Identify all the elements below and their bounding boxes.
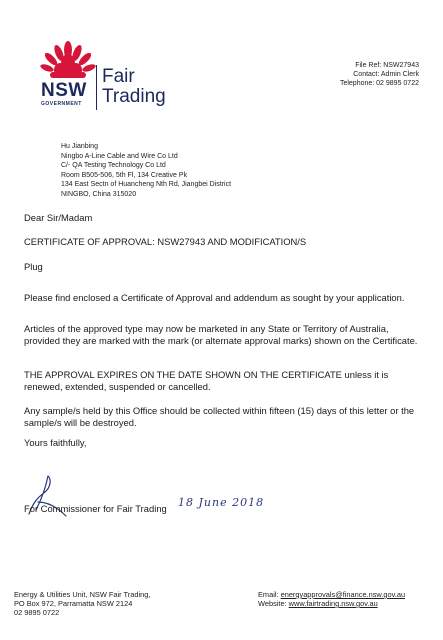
footer-email-label: Email: (258, 590, 281, 599)
salutation: Dear Sir/Madam (24, 212, 93, 223)
logo-fair-text: Fair (102, 66, 135, 87)
signatory-line: For Commissioner for Fair Trading (24, 503, 167, 514)
file-ref-telephone: Telephone: 02 9895 0722 (339, 80, 419, 87)
paragraph-samples: Any sample/s held by this Office should be collected within fifteen (15) days of this letter or the sample/s will be destroyed. (24, 405, 415, 428)
recipient-street: 134 East Sectn of Huancheng Nth Rd, Jiangbei District (61, 181, 232, 189)
footer-contact (258, 590, 405, 608)
handwritten-date: 18 June 2018 (178, 496, 265, 509)
nsw-fair-trading-logo (40, 40, 190, 110)
logo-trading-text: Trading (102, 86, 166, 107)
footer-email-link[interactable]: energyapprovals@finance.nsw.gov.au (280, 590, 406, 599)
footer-unit: Energy & Utilities Unit, NSW Fair Trading, (14, 590, 151, 599)
handwritten-signature (26, 472, 96, 522)
logo-nsw-text: NSW (41, 80, 87, 101)
recipient-company: Ningbo A-Line Cable and Wire Co Ltd (61, 152, 178, 160)
logo-divider (96, 65, 97, 110)
recipient-room: Room B505-506, 5th Fl, 134 Creative Pk (61, 171, 188, 179)
paragraph-articles: Articles of the approved type may now be marketed in any State or Territory of Australia, provided they are marked with the mark (or alternate approval marks) shown on the Certificate. (24, 323, 418, 346)
footer-phone: 02 9895 0722 (14, 608, 60, 617)
footer-website-row (258, 599, 405, 608)
footer-address (14, 590, 150, 617)
waratah-icon (40, 40, 96, 80)
recipient-care-of: C/- QA Testing Technology Co Ltd (61, 162, 166, 170)
paragraph-expiry: THE APPROVAL EXPIRES ON THE DATE SHOWN ON THE CERTIFICATE unless it is renewed, extended, suspended or cancelled. (24, 369, 389, 392)
footer-po-box: PO Box 972, Parramatta NSW 2124 (14, 599, 133, 608)
file-reference-block (340, 61, 419, 88)
logo-government-text: GOVERNMENT (41, 101, 82, 107)
recipient-name: Hu Jianbing (61, 143, 98, 150)
footer-website-label: Website: (258, 599, 289, 608)
closing: Yours faithfully, (24, 437, 87, 448)
certificate-heading: CERTIFICATE OF APPROVAL: NSW27943 AND MODIFICATION/S (24, 236, 307, 247)
recipient-city: NINGBO, China 315020 (61, 190, 137, 198)
product-name: Plug (24, 261, 43, 272)
file-ref-number: File Ref: NSW27943 (355, 62, 419, 69)
file-ref-contact: Contact: Admin Clerk (353, 71, 419, 78)
footer-website-link[interactable]: www.fairtrading.nsw.gov.au (288, 599, 378, 608)
recipient-address (61, 142, 231, 200)
footer-email-row (258, 590, 405, 599)
paragraph-enclosed: Please find enclosed a Certificate of Approval and addendum as sought by your application. (24, 292, 405, 303)
